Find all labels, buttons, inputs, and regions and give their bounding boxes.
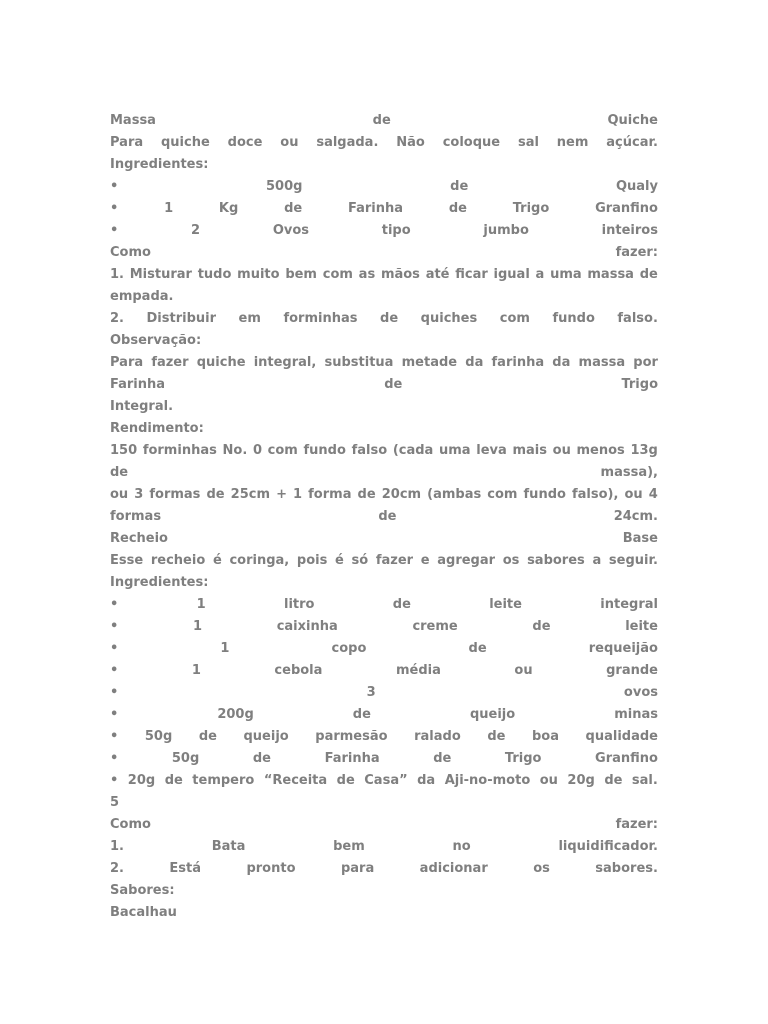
word: quiche [196,355,246,370]
word: fazer: [615,817,658,832]
text-line [110,484,658,506]
word: muito [237,267,280,282]
word: massa [587,267,634,282]
word: ou [280,135,299,150]
word: Trigo [504,751,542,766]
word: Como [110,245,151,260]
word: por [633,355,658,370]
word: forminhas [283,311,358,326]
word: 20g [127,773,156,788]
word: Farinha [348,201,404,216]
word: 3 [134,487,144,502]
word: metade [401,355,458,370]
text-line [110,506,658,528]
word: 200g [217,707,254,722]
word: 1 [164,201,174,216]
word: inteiros [601,223,658,238]
word: de [604,773,623,788]
word: Para [110,355,144,370]
word: ou [624,487,643,502]
word: 1. [110,267,124,282]
word: 1 [293,487,303,502]
word: Granfino [595,201,658,216]
text-line [110,836,658,858]
text-line [110,462,658,484]
word: leva [476,443,507,458]
word: 25cm [230,487,271,502]
word: recheio [150,553,206,568]
word: (cada [392,443,434,458]
word: de [284,201,303,216]
word: liquidificador. [558,839,658,854]
word: Está [169,861,202,876]
word: forma [308,487,352,502]
text-line: Bacalhau [110,905,177,920]
text-line [110,132,658,154]
word: Farinha [110,377,166,392]
word: • [110,179,119,194]
word: no [452,839,471,854]
text-line [110,198,658,220]
word: 500g [266,179,303,194]
word: 1. [110,839,124,854]
word: integral, [253,355,317,370]
word: 150 [110,443,138,458]
word: Ovos [272,223,310,238]
word: boa [531,729,559,744]
word: integral [600,597,658,612]
word: requeijão [588,641,658,656]
word: de [448,201,467,216]
word: fazer [151,355,189,370]
text-line: 5 [110,795,120,810]
word: Misturar [129,267,192,282]
word: pois [296,553,328,568]
word: sabores. [595,861,658,876]
word: igual [493,267,530,282]
word: de [198,729,217,744]
text-line [110,374,658,396]
word: mais [512,443,547,458]
text-line [110,440,658,462]
word: Kg [218,201,239,216]
word: tempero [192,773,255,788]
word: tipo [381,223,411,238]
word: coringa, [229,553,290,568]
word: para [340,861,375,876]
word: de [433,751,452,766]
text-line [110,660,658,682]
word: pronto [246,861,296,876]
text-line: Ingredientes: [110,575,209,590]
word: falso), [572,487,619,502]
text-line [110,220,658,242]
word: Farinha [324,751,380,766]
word: 1 [191,663,201,678]
word: sal. [631,773,658,788]
word: até [425,267,450,282]
word: de [252,751,271,766]
word: uma [550,267,582,282]
document-page [110,110,658,924]
word: massa [578,355,626,370]
word: de [336,773,355,788]
word: “Receita [263,773,328,788]
word: com [322,267,353,282]
word: fundo [552,311,595,326]
word: 0 [252,443,262,458]
word: de [639,267,658,282]
text-line [110,528,658,550]
word: adicionar [419,861,488,876]
word: Para [110,135,144,150]
text-line: empada. [110,289,174,304]
word: açúcar. [606,135,658,150]
word: 1 [192,619,203,634]
word: Recheio [110,531,168,546]
word: tudo [197,267,232,282]
word: fundo [523,487,566,502]
word: 13g [630,443,658,458]
word: doce [227,135,263,150]
text-line [110,110,658,132]
word: litro [283,597,315,612]
word: 4 [648,487,658,502]
text-line: Sabores: [110,883,175,898]
word: seguir. [608,553,658,568]
word: menos [576,443,625,458]
word: de [164,773,183,788]
text-line [110,682,658,704]
word: de [532,619,551,634]
word: • [110,223,119,238]
word: • [110,663,119,678]
word: 2 [191,223,201,238]
word: ou [539,773,558,788]
word: ficar [455,267,488,282]
word: forminhas [142,443,217,458]
word: creme [412,619,458,634]
word: Base [622,531,658,546]
word: é [212,553,222,568]
word: é [335,553,344,568]
word: Casa” [364,773,408,788]
word: substitua [324,355,394,370]
word: de [372,113,391,128]
word: copo [331,641,367,656]
text-line [110,814,658,836]
word: (ambas [427,487,482,502]
text-line [110,594,658,616]
text-line [110,242,658,264]
word: de [380,311,399,326]
word: de [487,729,506,744]
word: leite [625,619,658,634]
word: grande [606,663,658,678]
word: a [535,267,545,282]
text-line: Rendimento: [110,421,204,436]
word: a [592,553,602,568]
text-line [110,704,658,726]
text-line [110,352,658,374]
word: de [206,487,225,502]
text-line: Integral. [110,399,174,414]
word: Qualy [615,179,658,194]
word: quiches [420,311,478,326]
word: da [417,773,436,788]
word: Esse [110,553,144,568]
word: falso. [617,311,658,326]
word: 50g [144,729,173,744]
word: Não [396,135,425,150]
word: • [110,729,119,744]
word: • [110,619,119,634]
word: de [450,179,469,194]
word: farinha [491,355,545,370]
word: coloque [442,135,501,150]
word: bem [333,839,365,854]
word: de [378,509,397,524]
word: Granfino [595,751,658,766]
word: 3 [366,685,376,700]
word: mãos [380,267,420,282]
word: • [110,773,119,788]
word: bem [285,267,317,282]
text-line [110,726,658,748]
word: Aji-no-moto [444,773,531,788]
word: fundo [303,443,346,458]
word: com [267,443,298,458]
word: sabores [527,553,585,568]
word: 50g [171,751,200,766]
word: • [110,707,119,722]
word: Como [110,817,151,832]
word: Trigo [621,377,658,392]
word: e [420,553,430,568]
word: ou [110,487,129,502]
text-line [110,176,658,198]
word: Distribuir [146,311,217,326]
word: salgada. [316,135,379,150]
text-line [110,858,658,880]
word: de [352,707,371,722]
word: 20g [567,773,595,788]
word: da [552,355,571,370]
word: • [110,201,119,216]
word: Quiche [607,113,658,128]
word: 1 [196,597,206,612]
word: de [392,597,411,612]
word: minas [614,707,658,722]
word: formas [149,487,201,502]
word: • [110,751,119,766]
word: nem [556,135,589,150]
word: caixinha [276,619,338,634]
word: Trigo [512,201,550,216]
word: massa), [600,465,658,480]
word: só [351,553,369,568]
word: de [357,487,376,502]
word: queijo [243,729,289,744]
word: cebola [274,663,323,678]
text-line [110,308,658,330]
word: + [276,487,287,502]
word: com [499,311,530,326]
word: 2. [110,311,124,326]
word: ralado [414,729,461,744]
word: em [238,311,261,326]
word: de [384,377,403,392]
word: 20cm [381,487,422,502]
text-line [110,264,658,286]
word: 24cm. [613,509,658,524]
word: agregar [437,553,496,568]
word: Bata [211,839,246,854]
word: 2. [110,861,124,876]
word: ou [514,663,533,678]
word: parmesão [315,729,388,744]
word: 1 [220,641,230,656]
word: da [465,355,484,370]
word: uma [439,443,471,458]
word: queijo [469,707,516,722]
text-line: Ingredientes: [110,157,209,172]
word: • [110,685,119,700]
text-line [110,748,658,770]
word: leite [489,597,522,612]
word: qualidade [585,729,658,744]
word: quiche [161,135,210,150]
text-line [110,616,658,638]
text-line [110,770,658,792]
word: fazer: [615,245,658,260]
text-line: Observação: [110,333,202,348]
word: ou [552,443,571,458]
word: média [395,663,441,678]
word: jumbo [483,223,529,238]
text-line [110,550,658,572]
word: No. [222,443,248,458]
word: os [502,553,520,568]
word: os [533,861,550,876]
word: Massa [110,113,156,128]
word: formas [110,509,162,524]
word: as [358,267,376,282]
word: • [110,641,119,656]
word: de [110,465,129,480]
word: ovos [623,685,658,700]
word: de [468,641,487,656]
word: sal [517,135,539,150]
text-line [110,638,658,660]
word: com [487,487,518,502]
word: • [110,597,119,612]
word: fazer [375,553,414,568]
word: falso [351,443,388,458]
